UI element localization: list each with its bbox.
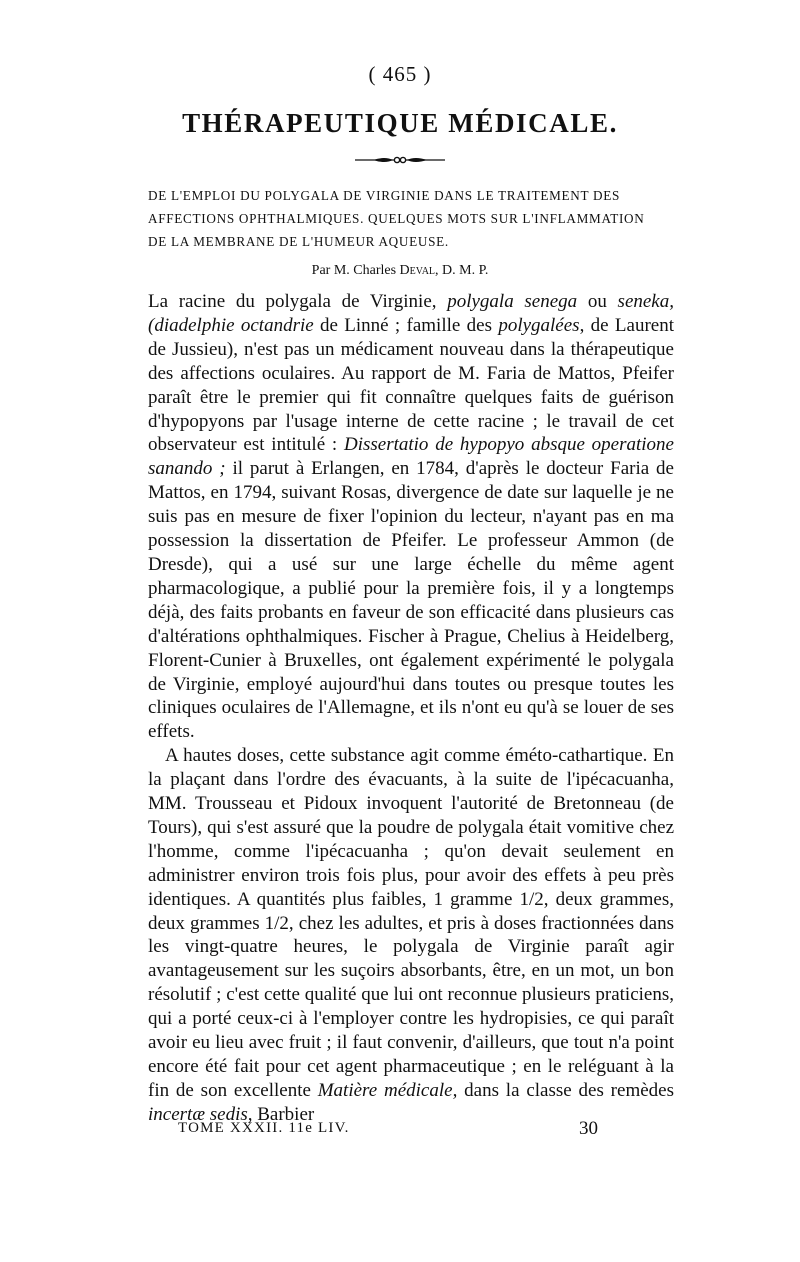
article-body (148, 290, 674, 1127)
section-title: THÉRAPEUTIQUE MÉDICALE. (182, 108, 618, 138)
text-run: , de Laurent de Jussieu), n'est pas un médicament nouveau dans la thérapeutique des affections oculaires. Au rapport de M. Faria de Mattos, Pfeifer paraît être le premier qui fit connaître quelques faits de guérison d'hypopyons par l'usage interne de cette racine ; le travail de cet observateur est intitulé : (148, 314, 674, 456)
text-run: ou (577, 291, 618, 312)
article-subtitle (148, 184, 678, 253)
volume-signature: TOME XXXII. 11e LIV. (178, 1120, 350, 1136)
paragraph (148, 290, 674, 744)
page-number: ( 465 ) (368, 62, 432, 86)
italic-run: Matière médicale, (317, 1079, 458, 1101)
text-run: de Linné ; famille des (313, 314, 499, 336)
italic-run: polygala senega (447, 291, 578, 312)
text-run: La racine du polygala de Virginie, (148, 291, 448, 312)
paragraph (148, 744, 674, 1127)
italic-run: Dissertatio de hypopyo absque operatione sanando ; (148, 434, 674, 480)
italic-run: (diadelphie octandrie (148, 314, 314, 336)
text-run: il parut à Erlangen, en 1784, d'après le docteur Faria de Mattos, en 1794, suivant Rosas, divergence de date sur laquelle je ne suis pas en mesure de fixer l'opinion du lecteur, n'ayant pas en ma possession la dissertation de Pfeifer. Le professeur Ammon (de Dresde), qui a usé sur une large échelle du même agent pharmacologique, a publié pour la première fois, il y a longtemps déjà, des faits probants en faveur de son efficacité dans plusieurs cas d'altérations ophthalmiques. Fischer à Prague, Chelius à Heidelberg, Florent-Cunier à Bruxelles, ont également expérimenté le polygala de Virginie, employé aujourd'hui dans toutes ou presque toutes les cliniques oculaires de l'Allemagne, et ils n'ont eu qu'à se louer de ses effets. (148, 458, 674, 743)
italic-run: incertæ sedis, (148, 1103, 253, 1125)
ornament-divider (355, 152, 445, 168)
byline-prefix: Par M. Charles (311, 263, 397, 278)
byline-suffix: , D. M. P. (435, 263, 489, 278)
sheet-number: 30 (579, 1118, 598, 1139)
author-name: Deval (399, 263, 436, 278)
text-run: A hautes doses, cette substance agit comme éméto-cathartique. En la plaçant dans l'ordre des évacuants, à la suite de l'ipécacuanha, MM. Trousseau et Pidoux invoquent l'autorité de Bretonneau (de Tours), qui s'est assuré que la poudre de polygala était vomitive chez l'homme, comme l'ipécacuanha ; qu'on devait seulement en administrer environ trois fois plus, pour avoir des effets à peu près identiques. A quantités plus faibles, 1 gramme 1/2, deux grammes, deux grammes 1/2, chez les adultes, et pris à doses fractionnées dans les vingt-quatre heures, le polygala de Virginie paraît agir avantageusement sur les suçoirs absorbants, être, en un mot, un bon résolutif ; c'est cette qualité que lui ont reconnue plusieurs praticiens, qui a porté ceux-ci à l'employer contre les hydropisies, ce qui paraît avoir eu lieu avec fruit ; il faut convenir, d'ailleurs, que tout n'a point encore été fait pour cet agent pharmaceutique ; en le reléguant à la fin de son excellente (148, 745, 674, 1101)
subtitle-line: DE LA MEMBRANE DE L'HUMEUR AQUEUSE. (148, 234, 449, 249)
text-run: Barbier (252, 1103, 315, 1125)
italic-run: polygalées (498, 314, 580, 336)
text-run: dans la classe des remèdes (457, 1079, 674, 1101)
subtitle-line: AFFECTIONS OPHTHALMIQUES. QUELQUES MOTS SUR L'INFLAMMATION (148, 211, 645, 226)
italic-run: seneka, (617, 291, 674, 312)
subtitle-line: DE L'EMPLOI DU POLYGALA DE VIRGINIE DANS LE TRAITEMENT DES (148, 188, 621, 203)
author-byline (0, 263, 800, 279)
